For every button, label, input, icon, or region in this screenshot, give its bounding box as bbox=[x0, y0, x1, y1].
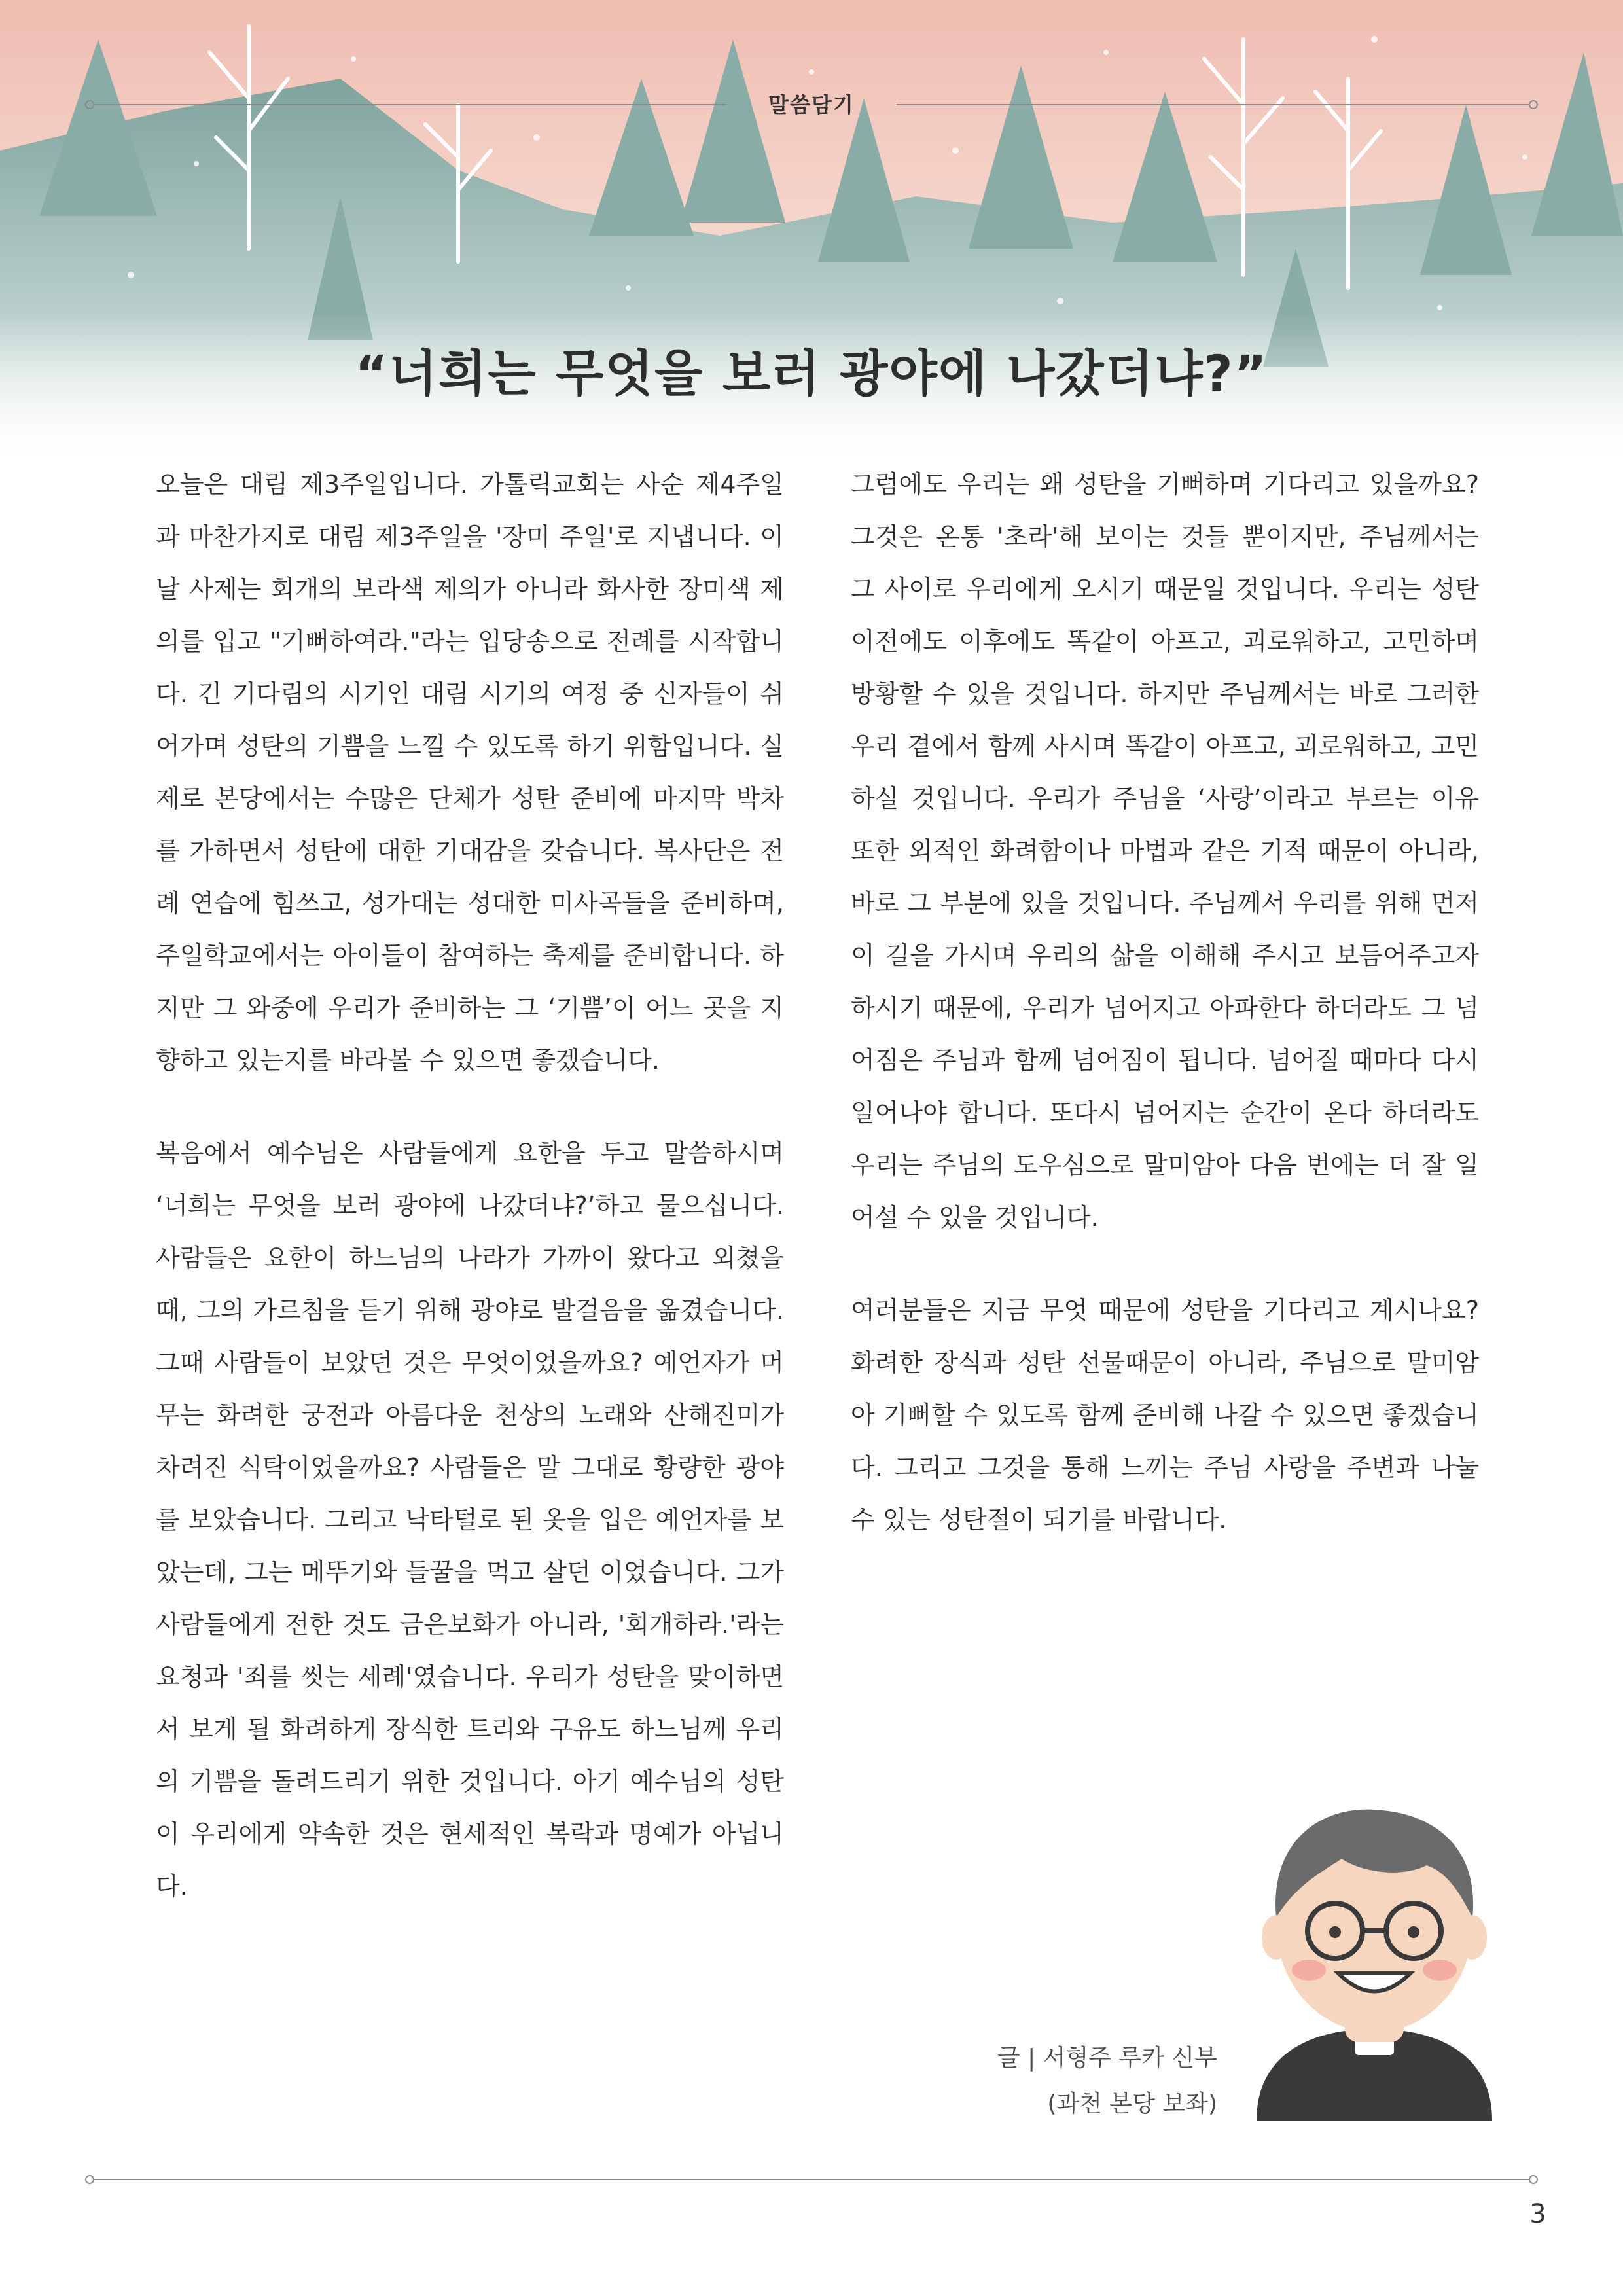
page-number: 3 bbox=[1529, 2199, 1546, 2229]
footer-rule-line bbox=[94, 2179, 1529, 2180]
paragraph: 그럼에도 우리는 왜 성탄을 기뻐하며 기다리고 있을까요? 그것은 온통 '초라'해 보이는 것들 뿐이지만, 주님께서는 그 사이로 우리에게 오시기 때문일 것입니다. 우리는 성탄 이전에도 이후에도 똑같이 아프고, 괴로워하고, 고민하며 방황할 수 있을 것입니다. 하지만 주님께서는 바로 그러한 우리 곁에서 함께 사시며 똑같이 아프고, 괴로워하고, 고민하실 것입니다. 우리가 주님을 ‘사랑’이라고 부르는 이유 또한 외적인 화려함이나 마법과 같은 기적 때문이 아니라, 바로 그 부분에 있을 것입니다. 주님께서 우리를 위해 먼저 이 길을 가시며 우리의 삶을 이해해 주시고 보듬어주고자 하시기 때문에, 우리가 넘어지고 아파한다 하더라도 그 넘어짐은 주님과 함께 넘어짐이 됩니다. 넘어질 때마다 다시 일어나야 합니다. 또다시 넘어지는 순간이 온다 하더라도 우리는 주님의 도우심으로 말미암아 다음 번에는 더 잘 일어설 수 있을 것입니다. bbox=[851, 470, 1479, 1232]
section-label: 말씀담기 bbox=[768, 92, 855, 117]
footer-rule bbox=[85, 2166, 1538, 2193]
paragraph: 복음에서 예수님은 사람들에게 요한을 두고 말씀하시며 ‘너희는 무엇을 보러 광야에 나갔더냐?’하고 물으십니다. 사람들은 요한이 하느님의 나라가 가까이 왔다고 외쳤을 때, 그의 가르침을 듣기 위해 광야로 발걸음을 옮겼습니다. 그때 사람들이 보았던 것은 무엇이었을까요? 예언자가 머무는 화려한 궁전과 아름다운 천상의 노래와 산해진미가 차려진 식탁이었을까요? 사람들은 말 그대로 황량한 광야를 보았습니다. 그리고 낙타털로 된 옷을 입은 예언자를 보았는데, 그는 메뚜기와 들꿀을 먹고 살던 이었습니다. 그가 사람들에게 전한 것도 금은보화가 아니라, '회개하라.'라는 요청과 '죄를 씻는 세례'였습니다. 우리가 성탄을 맞이하면서 보게 될 화려하게 장식한 트리와 구유도 하느님께 우리의 기쁨을 돌려드리기 위한 것입니다. 아기 예수님의 성탄이 우리에게 약속한 것은 현세적인 복락과 명예가 아닙니다. bbox=[156, 1139, 784, 1901]
rule-endpoint-left bbox=[85, 2175, 94, 2184]
author-byline: 글 | 서형주 루카 신부 bbox=[997, 2045, 1217, 2072]
header-rule-right bbox=[897, 104, 1529, 105]
rule-endpoint-right bbox=[1529, 2175, 1538, 2184]
left-column bbox=[156, 458, 784, 1953]
article-title: “너희는 무엇을 보러 광야에 나갔더냐?” bbox=[355, 344, 1268, 403]
author-affiliation: (과천 본당 보좌) bbox=[1047, 2090, 1217, 2117]
author-credit bbox=[903, 2036, 1217, 2127]
right-column bbox=[851, 458, 1479, 1587]
section-header bbox=[85, 92, 1538, 118]
paragraph: 여러분들은 지금 무엇 때문에 성탄을 기다리고 계시나요? 화려한 장식과 성탄 선물때문이 아니라, 주님으로 말미암아 기뻐할 수 있도록 함께 준비해 나갈 수 있으면 좋겠습니다. 그리고 그것을 통해 느끼는 주님 사랑을 주변과 나눌 수 있는 성탄절이 되기를 바랍니다. bbox=[851, 1296, 1479, 1534]
paragraph: 오늘은 대림 제3주일입니다. 가톨릭교회는 사순 제4주일과 마찬가지로 대림 제3주일을 '장미 주일'로 지냅니다. 이날 사제는 회개의 보라색 제의가 아니라 화사한 장미색 제의를 입고 "기뻐하여라."라는 입당송으로 전례를 시작합니다. 긴 기다림의 시기인 대림 시기의 여정 중 신자들이 쉬어가며 성탄의 기쁨을 느낄 수 있도록 하기 위함입니다. 실제로 본당에서는 수많은 단체가 성탄 준비에 마지막 박차를 가하면서 성탄에 대한 기대감을 갖습니다. 복사단은 전례 연습에 힘쓰고, 성가대는 성대한 미사곡들을 준비하며, 주일학교에서는 아이들이 참여하는 축제를 준비합니다. 하지만 그 와중에 우리가 준비하는 그 ‘기쁨’이 어느 곳을 지향하고 있는지를 바라볼 수 있으면 좋겠습니다. bbox=[156, 470, 784, 1075]
rule-endpoint-left bbox=[85, 100, 94, 109]
priest-avatar-icon bbox=[1230, 1780, 1518, 2121]
header-rule-left bbox=[94, 104, 726, 105]
rule-endpoint-right bbox=[1529, 100, 1538, 109]
